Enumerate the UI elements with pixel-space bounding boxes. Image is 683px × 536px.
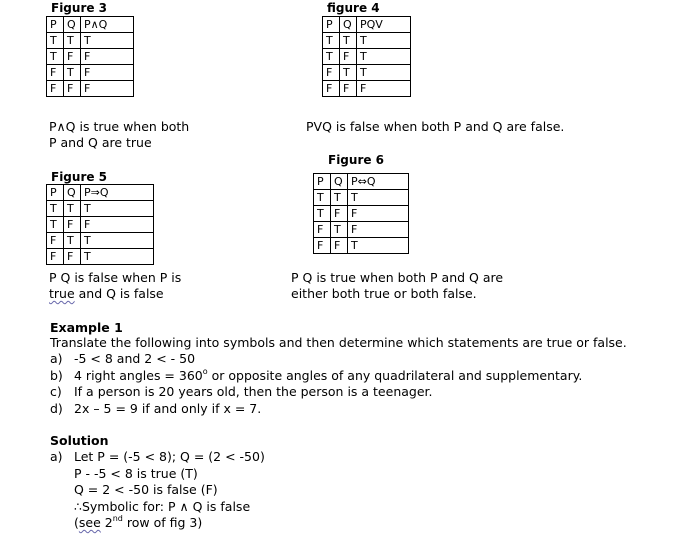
truth-table-cell: T <box>348 190 409 206</box>
truth-table-cell: T <box>331 190 348 206</box>
solution-line-5: (see 2nd row of fig 3) <box>74 514 203 530</box>
figure-4-caption: PVQ is false when both P and Q are false. <box>306 119 565 134</box>
truth-table-cell: T <box>348 238 409 254</box>
solution-line-2: P - -5 < 8 is true (T) <box>74 465 198 481</box>
truth-table-row <box>47 201 154 217</box>
figure-5-caption-true-word: true <box>49 286 75 301</box>
truth-table-cell: T <box>331 222 348 238</box>
truth-table-cell: T <box>64 201 81 217</box>
truth-table-header-cell: P <box>323 17 340 33</box>
example-heading: Example 1 <box>50 320 123 335</box>
truth-table-header-cell: P <box>47 185 64 201</box>
figure-5-truth-table <box>46 184 154 265</box>
example-item-text: -5 < 8 and 2 < - 50 <box>74 351 196 366</box>
truth-table-cell: F <box>323 81 340 97</box>
truth-table-header-cell: Q <box>64 17 81 33</box>
figure-3-truth-table <box>46 16 134 97</box>
truth-table-cell: F <box>64 217 81 233</box>
truth-table-header-cell: Q <box>340 17 357 33</box>
truth-table-row <box>323 81 411 97</box>
figure-5-caption <box>49 270 181 302</box>
figure-3-caption <box>49 119 189 151</box>
truth-table-cell: F <box>64 49 81 65</box>
truth-table-cell: F <box>340 49 357 65</box>
truth-table-header-row <box>323 17 411 33</box>
truth-table-row <box>323 65 411 81</box>
truth-table-row <box>47 233 154 249</box>
solution-line-1: a) Let P = (-5 < 8); Q = (2 < -50) <box>50 449 265 464</box>
example-item-label: b) <box>50 367 63 383</box>
example-item-d <box>50 401 670 418</box>
truth-table-cell: T <box>47 217 64 233</box>
figure-3-caption-line1: P∧Q is true when both <box>49 119 190 134</box>
example-item-label: a) <box>50 351 63 366</box>
truth-table-cell: T <box>81 201 154 217</box>
truth-table-row <box>47 249 154 265</box>
truth-table-header-cell: Q <box>331 174 348 190</box>
truth-table-cell: T <box>340 33 357 49</box>
truth-table-cell: T <box>64 233 81 249</box>
truth-table-cell: F <box>47 233 64 249</box>
example-intro: Translate the following into symbols and then determine which statements are true or false. <box>50 335 627 350</box>
example-item-label: c) <box>50 384 62 399</box>
truth-table-row <box>47 217 154 233</box>
example-item-text: If a person is 20 years old, then the person is a teenager. <box>74 384 433 399</box>
figure-6-caption-line1: P Q is true when both P and Q are <box>291 270 504 285</box>
truth-table-header-cell: Q <box>64 185 81 201</box>
truth-table-cell: T <box>314 206 331 222</box>
truth-table-cell: F <box>323 65 340 81</box>
truth-table-cell: F <box>314 222 331 238</box>
truth-table-header-row <box>47 17 134 33</box>
truth-table-row <box>47 65 134 81</box>
truth-table-cell: F <box>348 206 409 222</box>
solution-line-4: ∴Symbolic for: P ∧ Q is false <box>74 498 251 514</box>
truth-table-cell: F <box>331 206 348 222</box>
truth-table-cell: F <box>47 81 64 97</box>
truth-table-cell: F <box>81 217 154 233</box>
example-item-label: d) <box>50 400 63 416</box>
truth-table-header-cell: P∧Q <box>81 17 134 33</box>
truth-table-cell: T <box>314 190 331 206</box>
truth-table-cell: F <box>47 249 64 265</box>
solution-see-word: see <box>78 515 101 530</box>
figure-6-title: Figure 6 <box>328 153 385 167</box>
truth-table-cell: F <box>331 238 348 254</box>
figure-4-title: figure 4 <box>327 1 380 15</box>
truth-table-cell: T <box>64 33 81 49</box>
example-item-c <box>50 384 670 401</box>
truth-table-row <box>314 190 409 206</box>
truth-table-row <box>323 49 411 65</box>
figure-5-caption-line1: P Q is false when P is <box>49 270 182 285</box>
truth-table-cell: F <box>81 81 134 97</box>
solution-line-3: Q = 2 < -50 is false (F) <box>74 482 218 497</box>
figure-6-caption-line2: either both true or both false. <box>291 286 477 301</box>
truth-table-row <box>314 238 409 254</box>
example-item-text: 2x – 5 = 9 if and only if x = 7. <box>74 400 262 416</box>
figure-6-truth-table <box>313 173 409 254</box>
figure-6-caption <box>291 270 503 302</box>
truth-table-cell: T <box>64 65 81 81</box>
truth-table-row <box>323 33 411 49</box>
solution-heading: Solution <box>50 433 109 448</box>
truth-table-header-cell: P⇔Q <box>348 174 409 190</box>
truth-table-cell: T <box>340 65 357 81</box>
truth-table-cell: T <box>323 33 340 49</box>
truth-table-row <box>47 81 134 97</box>
degree-superscript: o <box>202 366 208 376</box>
figure-3-caption-line2: P and Q are true <box>49 135 152 150</box>
truth-table-header-cell: PQV <box>357 17 411 33</box>
figure-3-title: Figure 3 <box>51 1 108 15</box>
truth-table-cell: T <box>357 33 411 49</box>
truth-table-header-row <box>47 185 154 201</box>
truth-table-cell: F <box>64 249 81 265</box>
example-item-text: 4 right angles = $360^o$ or opposite angles of any quadrilateral and supplementary. <box>74 366 583 383</box>
truth-table-cell: T <box>81 33 134 49</box>
truth-table-cell: T <box>323 49 340 65</box>
truth-table-header-row <box>314 174 409 190</box>
example-item-a <box>50 351 670 368</box>
example-list <box>50 351 670 417</box>
truth-table-cell: F <box>81 49 134 65</box>
truth-table-cell: F <box>81 65 134 81</box>
truth-table-cell: T <box>81 249 154 265</box>
truth-table-cell: T <box>47 201 64 217</box>
figure-5-caption-line2 <box>49 286 181 302</box>
truth-table-cell: T <box>47 49 64 65</box>
figure-5-caption-rest: and Q is false <box>74 286 164 301</box>
truth-table-header-cell: P⇒Q <box>81 185 154 201</box>
truth-table-cell: F <box>348 222 409 238</box>
truth-table-cell: T <box>81 233 154 249</box>
solution-label: a) <box>50 449 63 464</box>
truth-table-cell: F <box>340 81 357 97</box>
truth-table-row <box>314 222 409 238</box>
figure-4-truth-table <box>322 16 411 97</box>
truth-table-row <box>314 206 409 222</box>
figure-5-title: Figure 5 <box>51 170 108 184</box>
truth-table-header-cell: P <box>314 174 331 190</box>
truth-table-cell: F <box>64 81 81 97</box>
truth-table-row <box>47 33 134 49</box>
truth-table-header-cell: P <box>47 17 64 33</box>
example-item-b <box>50 368 670 385</box>
truth-table-cell: F <box>47 65 64 81</box>
solution-block <box>50 449 650 532</box>
truth-table-cell: F <box>357 81 411 97</box>
truth-table-row <box>47 49 134 65</box>
truth-table-cell: T <box>357 65 411 81</box>
truth-table-cell: F <box>314 238 331 254</box>
truth-table-cell: T <box>357 49 411 65</box>
truth-table-cell: T <box>47 33 64 49</box>
